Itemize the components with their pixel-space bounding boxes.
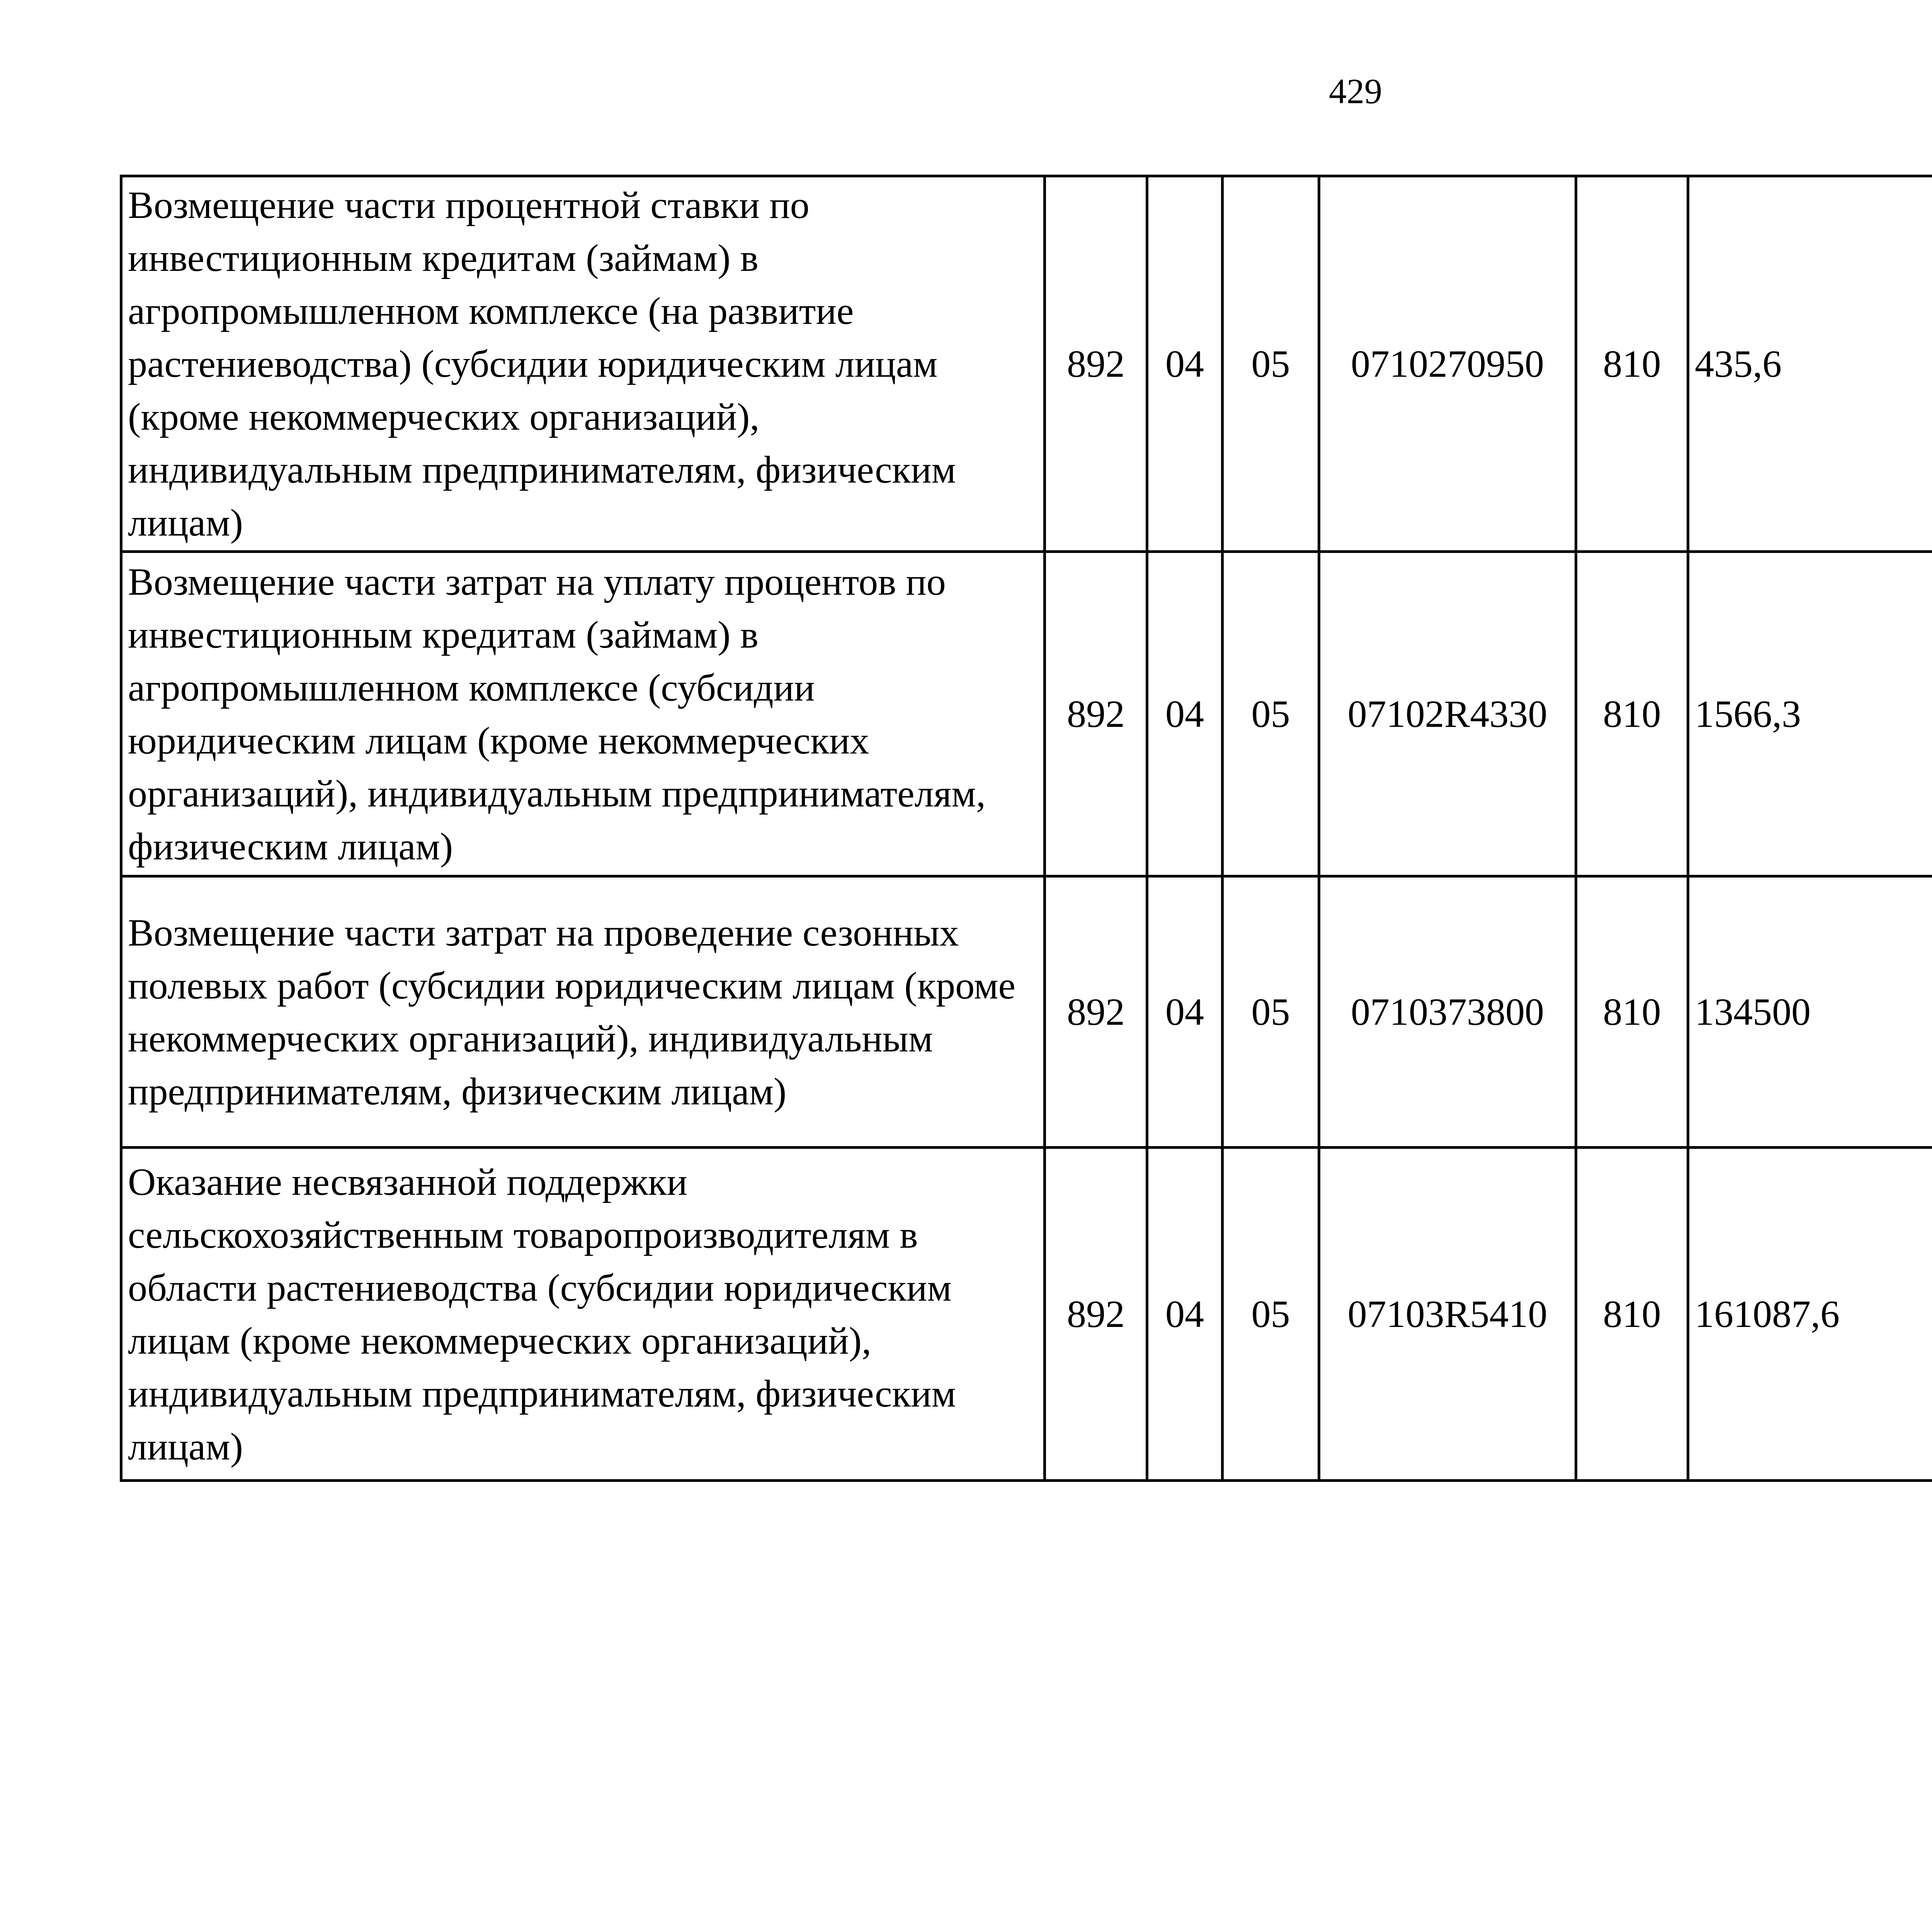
table-row (121, 1148, 1932, 1481)
section-code: 04 (1147, 1148, 1223, 1481)
subsection-code: 05 (1223, 1148, 1319, 1481)
amount-year-1: 435,6 (1688, 176, 1932, 552)
row-description: Оказание несвязанной поддержки сельскохозяйственным товаропроизводителям в области растениеводства (субсидии юридическим лицам (кроме некоммерческих организаций), индивидуальным предпринимателям, физическим лицам) (121, 1148, 1045, 1481)
row-description: Возмещение части процентной ставки по инвестиционным кредитам (займам) в агропромышленном комплексе (на развитие растениеводства) (субсидии юридическим лицам (кроме некоммерческих организаций), индивидуальным предпринимателям, физическим лицам) (121, 176, 1045, 552)
ministry-code: 892 (1045, 876, 1147, 1148)
subsection-code: 05 (1223, 176, 1319, 552)
amount-year-1: 161087,6 (1688, 1148, 1932, 1481)
subsection-code: 05 (1223, 552, 1319, 876)
target-article-code: 07102R4330 (1319, 552, 1576, 876)
section-code: 04 (1147, 176, 1223, 552)
expense-type-code: 810 (1576, 176, 1688, 552)
amount-year-1: 134500 (1688, 876, 1932, 1148)
expense-type-code: 810 (1576, 876, 1688, 1148)
section-code: 04 (1147, 552, 1223, 876)
table-row (121, 176, 1932, 552)
amount-year-1: 1566,3 (1688, 552, 1932, 876)
target-article-code: 07103R5410 (1319, 1148, 1576, 1481)
row-description: Возмещение части затрат на уплату процентов по инвестиционным кредитам (займам) в агропромышленном комплексе (субсидии юридическим лицам (кроме некоммерческих организаций), индивидуальным предпринимателям, физическим лицам) (121, 552, 1045, 876)
table-row (121, 876, 1932, 1148)
expense-type-code: 810 (1576, 552, 1688, 876)
target-article-code: 0710373800 (1319, 876, 1576, 1148)
ministry-code: 892 (1045, 1148, 1147, 1481)
expense-type-code: 810 (1576, 1148, 1688, 1481)
section-code: 04 (1147, 876, 1223, 1148)
table-row (121, 552, 1932, 876)
row-description: Возмещение части затрат на проведение сезонных полевых работ (субсидии юридическим лицам (кроме некоммерческих организаций), индивидуальным предпринимателям, физическим лицам) (121, 876, 1045, 1148)
page-number: 429 (1329, 71, 1382, 111)
target-article-code: 0710270950 (1319, 176, 1576, 552)
ministry-code: 892 (1045, 176, 1147, 552)
budget-table (120, 175, 1932, 1482)
ministry-code: 892 (1045, 552, 1147, 876)
subsection-code: 05 (1223, 876, 1319, 1148)
